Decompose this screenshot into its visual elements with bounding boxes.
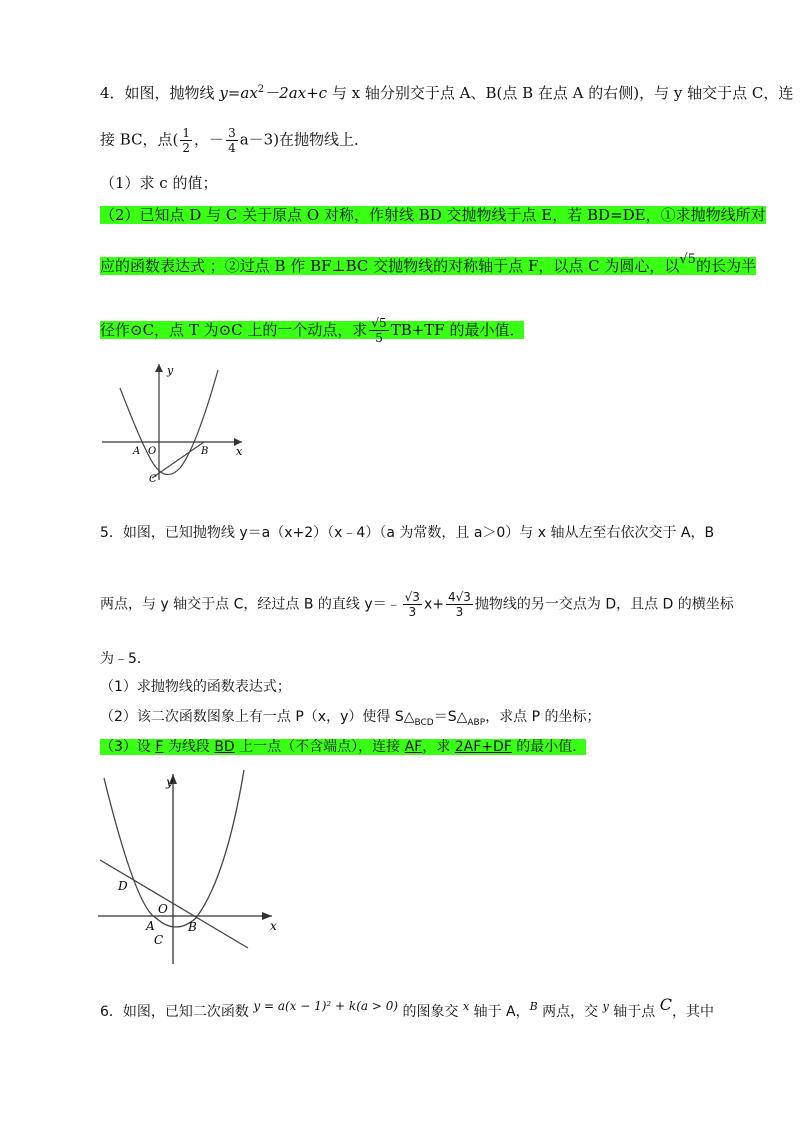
fraction: $\frac{1}{2}$ [182,126,191,155]
p4-question-2-line1 [100,204,766,226]
p4-line1: 4．如图，抛物线 $y=ax^2-2ax+c$ 与 x 轴分别交于点 A、B(点 B 在点 A 的右侧)，与 y 轴交于点 C，连 [100,84,794,102]
parabola-figure-5 [96,768,286,968]
svg-text:C: C [149,474,157,485]
p5-line1: 5．如图，已知抛物线 y＝a（x+2）（x﹣4）（a 为常数，且 a＞0）与 x 轴从左至右依次交于 A，B [100,525,715,541]
svg-text:C: C [154,933,164,947]
p4-number: 4． [100,84,125,102]
svg-text:A: A [146,919,155,933]
svg-text:y: y [167,364,174,377]
p5-question-3 [100,736,586,758]
p4-question-2-line2 [100,252,756,279]
p4-question-1: （1）求 c 的值； [100,174,218,192]
p4-line2: 接 BC，点( $\frac{1}{2}$ ，－ $\frac{3}{4}$ a－3)在抛物线上． [100,126,370,155]
svg-text:y: y [166,775,173,789]
p5-line3: 为﹣5． [100,651,151,667]
p5-line2: 两点，与 y 轴交于点 C，经过点 B 的直线 y＝﹣ $\frac{√3}{3}$ x+ $\frac{4√3}{3}$ 抛物线的另一交点为 D，且点 D 的横坐标 [100,590,734,619]
fraction: $\frac{3}{4}$ [228,126,236,155]
highlight: 径作⊙C，点 T 为⊙C 上的一个动点，求 $\frac{√5}{5}$ TB+TF 的最小值． [100,316,525,345]
p4-figure [100,360,250,490]
p5-question-1: （1）求抛物线的函数表达式； [100,679,291,695]
p5-question-2: （2）该二次函数图象上有一点 P（x，y）使得 $S\triangle_{BCD}=S\triangle_{ABP}$，求点 P 的坐标； [100,709,601,728]
svg-text:B: B [201,446,209,457]
p6-line1: 6．如图，已知二次函数 y = a(x − 1)² + k(a > 0) 的图象交 $^x$ 轴于 A，$^B$ 两点，交 $^y$ 轴于点 C，其中 [100,995,715,1020]
highlight: （3）设 F 为线段 BD 上一点（不含端点），连接 AF，求 2AF+DF 的最小值． [100,739,587,755]
svg-text:x: x [236,445,243,458]
fraction: $\frac{√3}{3}$ [404,590,420,619]
p4-question-2-line3 [100,316,524,345]
highlight: 应的函数表达式 ；②过点 B 作 BF⊥BC 交抛物线的对称轴于点 F，以点 C 为圆心，以√5的长为半 [100,252,756,275]
svg-text:x: x [270,919,277,933]
svg-text:D: D [118,879,128,893]
fraction: $\frac{4√3}{3}$ [447,590,471,619]
svg-text:B: B [188,920,197,934]
svg-text:O: O [148,446,157,457]
p5-figure [96,768,286,968]
fraction: $\frac{√5}{5}$ [371,316,387,345]
parabola-figure-4 [100,360,250,490]
highlight: （2）已知点 D 与 C 关于原点 O 对称，作射线 BD 交抛物线于点 E，若 BD=DE，①求抛物线所对 [100,206,766,224]
svg-text:O: O [158,902,168,916]
svg-text:A: A [133,446,141,457]
